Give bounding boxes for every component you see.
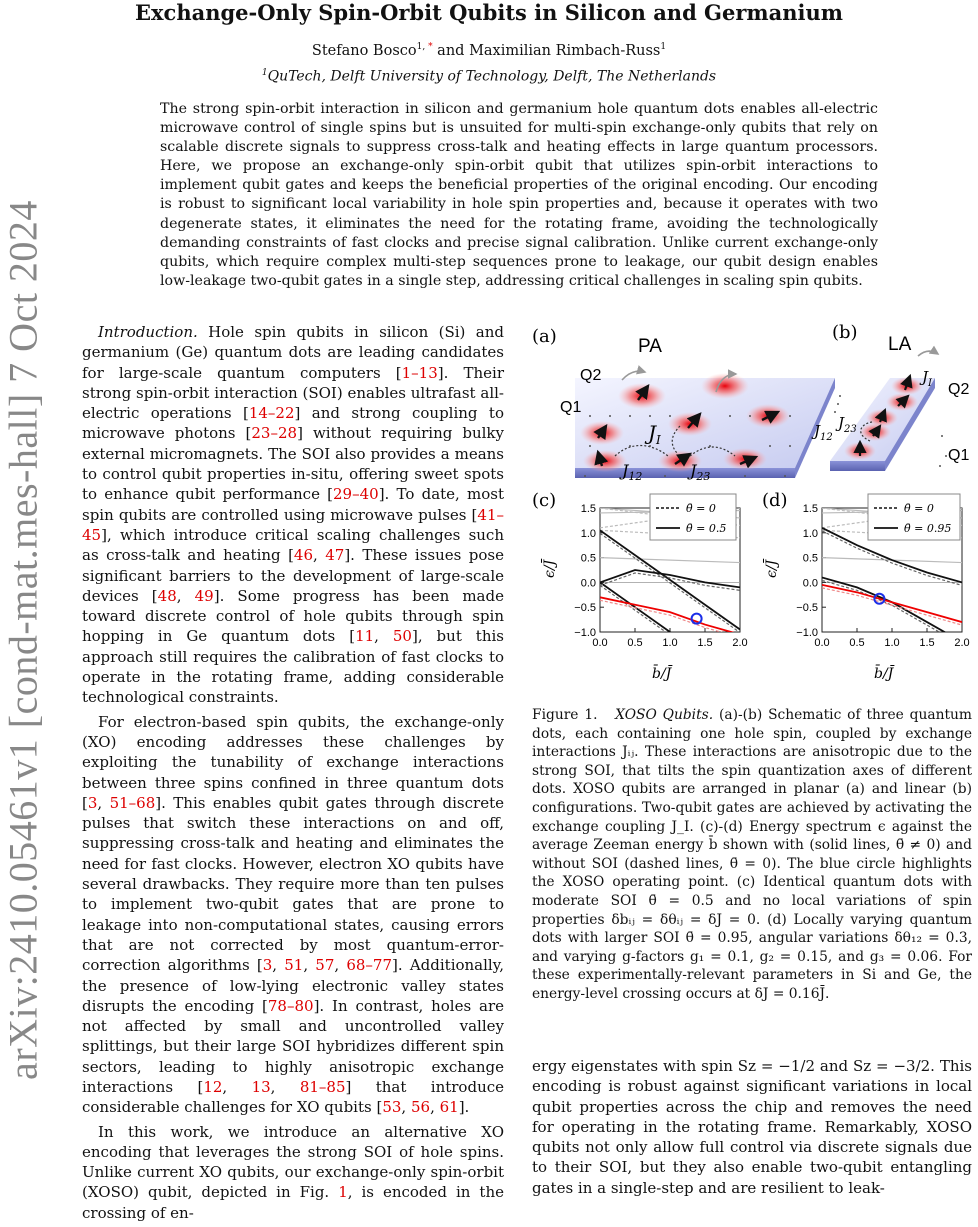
text: ]. These issues pose significant barriers to the development of large-scale devices [	[82, 546, 504, 605]
j23-symbol: J	[690, 461, 697, 480]
q2-label: Q2	[580, 367, 602, 384]
citation-link[interactable]: 13	[251, 1077, 271, 1096]
panel-c-chart	[532, 490, 748, 685]
citation-link[interactable]: 51	[284, 956, 304, 975]
section-lead: Introduction.	[98, 323, 198, 341]
j12-sub: 12	[628, 470, 643, 483]
citation-link[interactable]: 47	[325, 546, 345, 565]
citation-link[interactable]: 41–45	[82, 505, 504, 544]
caption-label: Figure 1.	[532, 707, 598, 723]
panel-c-label: (c)	[532, 490, 557, 511]
citation-link[interactable]: 3	[262, 956, 273, 975]
j23-label-b	[835, 414, 857, 435]
citation-link[interactable]: 49	[194, 586, 214, 605]
xlabel-c: b̄/J̄	[652, 666, 672, 682]
y-tick-label: 0.0	[580, 577, 596, 590]
j23-sub: 23	[696, 470, 711, 483]
citation-link[interactable]: 50	[392, 627, 412, 646]
j23-sub-b: 23	[844, 424, 857, 435]
ylabel-d: ϵ/J̄	[764, 559, 780, 578]
panel-b-schematic	[811, 322, 969, 471]
legend-d	[868, 494, 960, 540]
affiliation-number: 1	[261, 68, 268, 78]
x-tick-label: 1.5	[919, 637, 935, 649]
panel-d-label: (d)	[762, 490, 788, 511]
text: , is encoded in the crossing of en-	[82, 1183, 504, 1222]
body-column-left	[82, 322, 504, 1227]
y-tick-label: −1.0	[796, 627, 818, 639]
ylabel-c: ϵ/J̄	[542, 559, 558, 578]
citation-link[interactable]: 48	[157, 586, 177, 605]
author-1: Stefano Bosco	[311, 42, 417, 59]
x-tick-label: 1.5	[697, 637, 713, 649]
y-tick-label: 0.0	[802, 577, 818, 590]
paragraph-this-work	[82, 1122, 504, 1223]
legend-c-label-2: θ̄ = 0.5	[686, 522, 727, 535]
j12-symbol-b: J	[814, 422, 821, 440]
text: ] that introduce considerable challenges for XO qubits [	[82, 1077, 505, 1117]
body-column-right	[532, 1056, 972, 1198]
legend-c-label-1: θ̄ = 0	[686, 502, 716, 515]
text: For electron-based spin qubits, the exchange-only (XO) encoding addresses these challenges by exploiting the tunability of exchange interactions between three spins confined in three quantum dots [	[82, 712, 504, 812]
y-tick-label: 1.0	[580, 527, 596, 540]
pa-label: PA	[638, 336, 662, 357]
paragraph-continuation: ergy eigenstates with spin Sz = −1/2 and Sz = −3/2. This encoding is robust against significant variations in local qubit properties across the chip and removes the need for operating in the rotating frame. Remarkably, XOSO qubits not only allow full control via discrete signals due to their SOI, but they also enable two-qubit entangling gates in a single-step and are resilient to leak-	[532, 1057, 972, 1197]
x-tick-label: 2.0	[732, 637, 748, 649]
y-tick-label: 1.0	[802, 527, 818, 540]
q1-label-b: Q1	[948, 447, 970, 464]
text: ]. To date, most spin qubits are controlled using microwave pulses [	[82, 485, 505, 524]
xlabel-d: b̄/J̄	[874, 666, 894, 682]
legend-d-label-2: θ̄ = 0.95	[904, 522, 952, 535]
text: ] and strong coupling to microwave photons [	[82, 404, 504, 443]
ji-symbol: J	[648, 421, 657, 445]
text: ,	[270, 1077, 300, 1096]
paper-title: Exchange-Only Spin-Orbit Qubits in Silicon and Germanium	[135, 0, 843, 25]
legend-d-label-1: θ̄ = 0	[904, 502, 934, 515]
background-level	[600, 558, 740, 563]
linear-slab-front	[830, 461, 885, 471]
affiliation	[0, 68, 978, 85]
y-tick-label: 0.5	[802, 552, 818, 565]
j23-symbol-b: J	[838, 414, 845, 432]
abstract: The strong spin-orbit interaction in silicon and germanium hole quantum dots enables all-electric microwave control of single spins but is unsuited for multi-spin exchange-only qubits that rely on scalable discrete signals to suppress cross-talk and heating effects in large quantum processors. Here, we propose an exchange-only spin-orbit qubit that utilizes spin-orbit interactions to implement qubit gates and keeps the beneficial properties of the original encoding. Our encoding is robust to significant local variability in hole spin properties and, because it operates with two degenerate states, it eliminates the need for the rotating frame, avoiding the technologically demanding constraints of fast clocks and precise signal calibration. Unlike current exchange-only qubits, which require complex multi-step sequences prone to leakage, our qubit design enables low-leakage two-qubit gates in a single step, addressing critical challenges in scaling spin qubits.	[160, 101, 878, 289]
j12-sub-b: 12	[820, 432, 833, 443]
q1-label: Q1	[560, 399, 582, 416]
citation-link[interactable]: 46	[293, 546, 314, 565]
series-line-dashed	[600, 533, 740, 632]
quantum-dot	[723, 448, 767, 470]
text: ,	[374, 627, 393, 646]
series-line	[822, 585, 962, 622]
y-tick-label: 1.5	[802, 503, 818, 515]
citation-link[interactable]: 29–40	[333, 485, 379, 504]
series-line-dashed	[822, 588, 962, 625]
author-2-affil: 1	[660, 42, 667, 52]
text: ]. This enables qubit gates through discrete pulses that switch these interactions on and off, suppressing cross-talk and heating and eliminates the need for fast clocks. However, electron XO qubits have several drawbacks. They require more than ten pulses to implement two-qubit gates that are prone to leakage into non-computational states, causing errors that are not corrected by most quantum-error-correction algorithms [	[82, 793, 504, 975]
x-tick-label: 0.0	[814, 637, 830, 649]
gray-spin-arrow	[918, 351, 938, 356]
text: ,	[97, 793, 110, 812]
text: ]. Some progress has been made toward discrete control of hole qubits through spin hopping in Ge quantum dots [	[82, 586, 504, 646]
text: ]. In contrast, holes are not affected by small and uncontrolled valley splittings, but their large SOI hybridizes different spin sectors, leading to highly anisotropic exchange interactions [	[82, 996, 505, 1096]
panel-b-label: (b)	[832, 322, 858, 343]
arxiv-identifier	[0, 120, 46, 1160]
corresponding-mark[interactable]: *	[428, 42, 433, 52]
author-2: Maximilian Rimbach-Russ	[469, 42, 661, 59]
text: ] without requiring bulky external micromagnets. The SOI also provides a means to control qubit properties in-situ, offering sweet spots to enhance qubit performance [	[82, 424, 504, 504]
j12-label-b	[811, 422, 833, 443]
panel-a-schematic	[532, 326, 835, 483]
arxiv-id-text: arXiv:2410.05461v1 [cond-mat.mes-hall] 7 Oct 2024	[0, 200, 46, 1080]
citation-link[interactable]: 11	[355, 627, 375, 646]
y-tick-label: 0.5	[580, 552, 596, 565]
text: ,	[272, 956, 285, 975]
text: In this work, we introduce an alternative XO encoding that leverages the strong SOI of hole spins. Unlike current XO qubits, our exchange-only spin-orbit (XOSO) qubit, depicted in Fig.	[82, 1122, 504, 1202]
figure-link[interactable]: 1	[338, 1183, 348, 1202]
citation-link[interactable]: 68–77	[346, 956, 393, 975]
text: Hole spin qubits in silicon (Si) and germanium (Ge) quantum dots are leading candidates for large-scale quantum computers [	[82, 323, 504, 382]
y-tick-label: −0.5	[574, 602, 596, 615]
y-tick-label: 1.5	[580, 503, 596, 515]
author-1-affil: 1,	[416, 42, 429, 52]
citation-link[interactable]: 51–68	[109, 793, 156, 812]
citation-link[interactable]: 12	[203, 1077, 223, 1096]
ji-symbol-b: J	[922, 368, 929, 386]
ji-sub: I	[656, 433, 661, 447]
text: ], which introduce critical scaling challenges such as cross-talk and heating [	[82, 525, 504, 565]
citation-link[interactable]: 53	[382, 1098, 402, 1117]
citation-link[interactable]: 81–85	[299, 1077, 346, 1096]
series-line	[600, 570, 740, 587]
citation-link[interactable]: 3	[87, 793, 98, 812]
x-tick-label: 0.5	[627, 637, 643, 649]
text: ], but this approach still requires the calibration of fast clocks to operate in the rotating frame, adding considerable technological constraints.	[82, 627, 504, 707]
x-tick-label: 0.5	[849, 637, 865, 649]
text: ]. Additionally, the presence of low-lying electronic valley states disrupts the encoding [	[82, 956, 504, 1015]
ji-label-b	[919, 368, 933, 389]
panel-a-label: (a)	[532, 326, 557, 347]
affiliation-text: QuTech, Delft University of Technology, Delft, The Netherlands	[267, 68, 717, 85]
quantum-dot	[583, 450, 627, 472]
j12-symbol: J	[622, 461, 629, 480]
text: ,	[313, 546, 326, 565]
la-label: LA	[888, 334, 912, 355]
x-tick-label: 2.0	[954, 637, 970, 649]
legend-c	[650, 494, 736, 540]
caption-text: (a)-(b) Schematic of three quantum dots, each containing one hole spin, coupled by exchange interactions Jᵢⱼ. These interactions are anisotropic due to the strong SOI, that tilts the spin quantization axes of different dots. XOSO qubits are arranged in planar (a) and linear (b) configurations. Two-qubit gates are achieved by activating the exchange coupling J_I. (c)-(d) Energy spectrum ϵ against the average Zeeman energy b̄ shown with (solid lines, θ̄ ≠ 0) and without SOI (dashed lines, θ̄ = 0). The blue circle highlights the XOSO operating point. (c) Identical quantum dots with moderate SOI θ̄ = 0.5 and no local variations of spin properties δbᵢⱼ = δθᵢⱼ = δJ = 0. (d) Locally varying quantum dots with larger SOI θ̄ = 0.95, angular variations δθ₁₂ = 0.3, and varying g-factors g₁ = 0.1, g₂ = 0.15, and g₃ = 0.06. For these experimentally-relevant parameters in Si and Ge, the energy-level crossing occurs at δJ = 0.16J̄.	[532, 707, 973, 1002]
author-line	[0, 42, 978, 59]
panel-d-chart	[762, 490, 970, 682]
citation-link[interactable]: 14–22	[248, 404, 295, 423]
text: ]. Their strong spin-orbit interaction (SOI) enables ultrafast all-electric operations [	[82, 363, 504, 423]
citation-link[interactable]: 1–13	[401, 363, 438, 382]
figure-1	[530, 316, 978, 688]
text: ,	[303, 956, 316, 975]
citation-link[interactable]: 57	[315, 956, 335, 975]
text: ,	[222, 1077, 252, 1096]
q2-label-b: Q2	[948, 381, 970, 398]
caption-title: XOSO Qubits.	[615, 707, 714, 723]
paragraph-xo-encoding	[82, 712, 504, 1118]
paragraph-introduction	[82, 322, 504, 708]
citation-link[interactable]: 23–28	[251, 424, 298, 443]
text: ,	[334, 956, 347, 975]
x-tick-label: 1.0	[662, 637, 678, 649]
y-tick-label: −0.5	[796, 602, 818, 615]
text: ,	[430, 1098, 440, 1117]
x-tick-label: 1.0	[884, 637, 900, 649]
citation-link[interactable]: 56	[410, 1098, 431, 1117]
text: ].	[458, 1098, 470, 1117]
figure-caption	[532, 706, 972, 1004]
text: ,	[401, 1098, 411, 1117]
y-tick-label: −1.0	[574, 627, 596, 639]
citation-link[interactable]: 61	[439, 1098, 459, 1117]
x-tick-label: 0.0	[592, 637, 608, 649]
ji-sub-b: I	[928, 378, 932, 389]
citation-link[interactable]: 78–80	[267, 996, 314, 1015]
author-and: and	[432, 42, 470, 59]
text: ,	[176, 586, 195, 605]
